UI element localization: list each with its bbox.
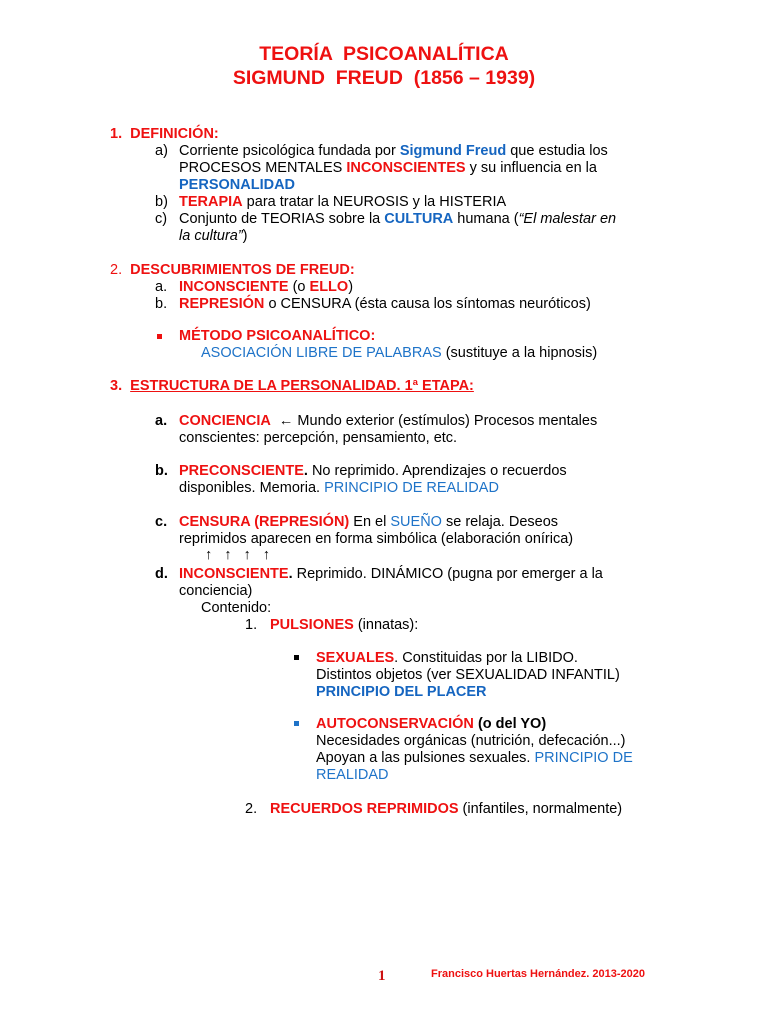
recuerdos — [270, 801, 622, 818]
quote: la cultura” — [179, 228, 243, 244]
item-label: b. — [155, 463, 168, 479]
definition-a-line3: PERSONALIDAD — [179, 177, 296, 193]
text: (innatas): — [353, 617, 419, 633]
section-3-heading — [110, 378, 474, 395]
item-label: c. — [155, 514, 168, 530]
text: . — [303, 463, 308, 479]
text: (o del YO) — [473, 716, 547, 732]
structure-a-line1 — [179, 413, 597, 430]
definition-c-line1 — [179, 211, 616, 228]
item-label: 2. — [245, 801, 258, 817]
section-title: DEFINICIÓN: — [130, 126, 219, 142]
keyword: RECUERDOS REPRIMIDOS — [270, 801, 459, 817]
section-number: 2. — [110, 262, 123, 278]
definition-c-line2 — [179, 228, 248, 245]
text: . Constituidas por la LIBIDO. — [394, 650, 578, 666]
page-subtitle: SIGMUND FREUD (1856 – 1939) — [232, 67, 536, 89]
metodo-heading: MÉTODO PSICOANALÍTICO: — [179, 328, 376, 344]
keyword: PRINCIPIO DE REALIDAD — [324, 480, 499, 496]
sexuales-line2: Distintos objetos (ver SEXUALIDAD INFANTIL) — [316, 667, 620, 683]
keyword: INCONSCIENTE — [179, 566, 289, 582]
section-title: DESCUBRIMIENTOS DE FREUD: — [130, 262, 355, 278]
keyword: SEXUALES — [316, 650, 395, 666]
text: o CENSURA (ésta causa los síntomas neuróticos) — [264, 296, 591, 312]
structure-d-line1 — [179, 566, 603, 583]
keyword: REPRESIÓN — [179, 296, 265, 312]
bullet-square-icon — [157, 334, 162, 339]
text: No reprimido. Aprendizajes o recuerdos — [307, 463, 567, 479]
keyword: CENSURA (REPRESIÓN) — [179, 514, 350, 530]
structure-b-line2 — [179, 480, 499, 497]
footer-author: Francisco Huertas Hernández. 2013-2020 — [431, 968, 645, 980]
metodo-text — [201, 345, 597, 362]
arrow-left-icon: ← — [278, 413, 294, 429]
bullet-square-icon — [294, 655, 299, 660]
text: humana ( — [453, 211, 519, 227]
bullet-square-icon — [294, 721, 299, 726]
keyword: TERAPIA — [179, 194, 243, 210]
section-1-heading — [110, 126, 219, 143]
structure-c-line1 — [179, 514, 558, 531]
page-title: TEORÍA PSICOANALÍTICA — [259, 43, 509, 65]
structure-d-line2: conciencia) — [179, 583, 253, 599]
keyword: AUTOCONSERVACIÓN — [316, 716, 474, 732]
page-number: 1 — [378, 968, 386, 984]
item-label: 1. — [245, 617, 258, 633]
item-label: c) — [155, 211, 168, 227]
text: para tratar la NEUROSIS y la HISTERIA — [242, 194, 507, 210]
auto-line1 — [316, 716, 546, 733]
definition-b — [179, 194, 506, 211]
item-label: a. — [155, 279, 168, 295]
text: que estudia los — [506, 143, 608, 159]
keyword: INCONSCIENTE — [179, 279, 289, 295]
item-label: d. — [155, 566, 168, 582]
keyword: PRINCIPIO DE — [534, 750, 633, 766]
text: (infantiles, normalmente) — [458, 801, 623, 817]
structure-c-line2: reprimidos aparecen en forma simbólica (elaboración onírica) — [179, 531, 574, 547]
section-number: 1. — [110, 126, 123, 142]
text: Conjunto de TEORIAS sobre la — [179, 211, 385, 227]
text: disponibles. Memoria. — [179, 480, 325, 496]
text: . — [288, 566, 293, 582]
auto-line3 — [316, 750, 633, 767]
structure-b-line1 — [179, 463, 567, 480]
keyword: ELLO — [309, 279, 349, 295]
item-label: a. — [155, 413, 168, 429]
pulsiones — [270, 617, 418, 634]
keyword: PRECONSCIENTE — [179, 463, 304, 479]
text: Reprimido. DINÁMICO (pugna por emerger a la — [292, 566, 603, 582]
auto-line4: REALIDAD — [316, 767, 389, 783]
arrow-up-icon: ↑↑↑↑ — [205, 547, 282, 563]
section-title: ESTRUCTURA DE LA PERSONALIDAD. 1ª ETAPA: — [130, 378, 474, 394]
keyword: PULSIONES — [270, 617, 354, 633]
text: (sustituye a la hipnosis) — [441, 345, 598, 361]
keyword: CONCIENCIA — [179, 413, 271, 429]
keyword: INCONSCIENTES — [346, 160, 466, 176]
definition-a-line1 — [179, 143, 608, 160]
text: (o — [288, 279, 310, 295]
sexuales-line1 — [316, 650, 578, 667]
text: Corriente psicológica fundada por — [179, 143, 400, 159]
text: y su influencia en la — [465, 160, 597, 176]
auto-line2: Necesidades orgánicas (nutrición, defecación...) — [316, 733, 626, 749]
definition-a-line2 — [179, 160, 597, 177]
keyword: CULTURA — [384, 211, 454, 227]
item-label: b. — [155, 296, 168, 312]
keyword: ASOCIACIÓN LIBRE DE PALABRAS — [201, 345, 442, 361]
text: En el — [349, 514, 391, 530]
section-2-heading — [110, 262, 355, 279]
text: se relaja. Deseos — [441, 514, 559, 530]
keyword: SUEÑO — [390, 514, 442, 530]
sexuales-line3: PRINCIPIO DEL PLACER — [316, 684, 487, 700]
text: PROCESOS MENTALES — [179, 160, 347, 176]
item-label: b) — [155, 194, 168, 210]
item-label: a) — [155, 143, 168, 159]
discovery-b — [179, 296, 591, 313]
contenido-label: Contenido: — [201, 600, 272, 616]
structure-a-line2: conscientes: percepción, pensamiento, etc. — [179, 430, 458, 446]
discovery-a — [179, 279, 353, 296]
text: ) — [242, 228, 248, 244]
text: Apoyan a las pulsiones sexuales. — [316, 750, 535, 766]
text: Mundo exterior (estímulos) Procesos mentales — [293, 413, 598, 429]
keyword: Sigmund Freud — [399, 143, 507, 159]
text: ) — [348, 279, 354, 295]
section-number: 3. — [110, 378, 123, 394]
quote: “El malestar en — [518, 211, 617, 227]
